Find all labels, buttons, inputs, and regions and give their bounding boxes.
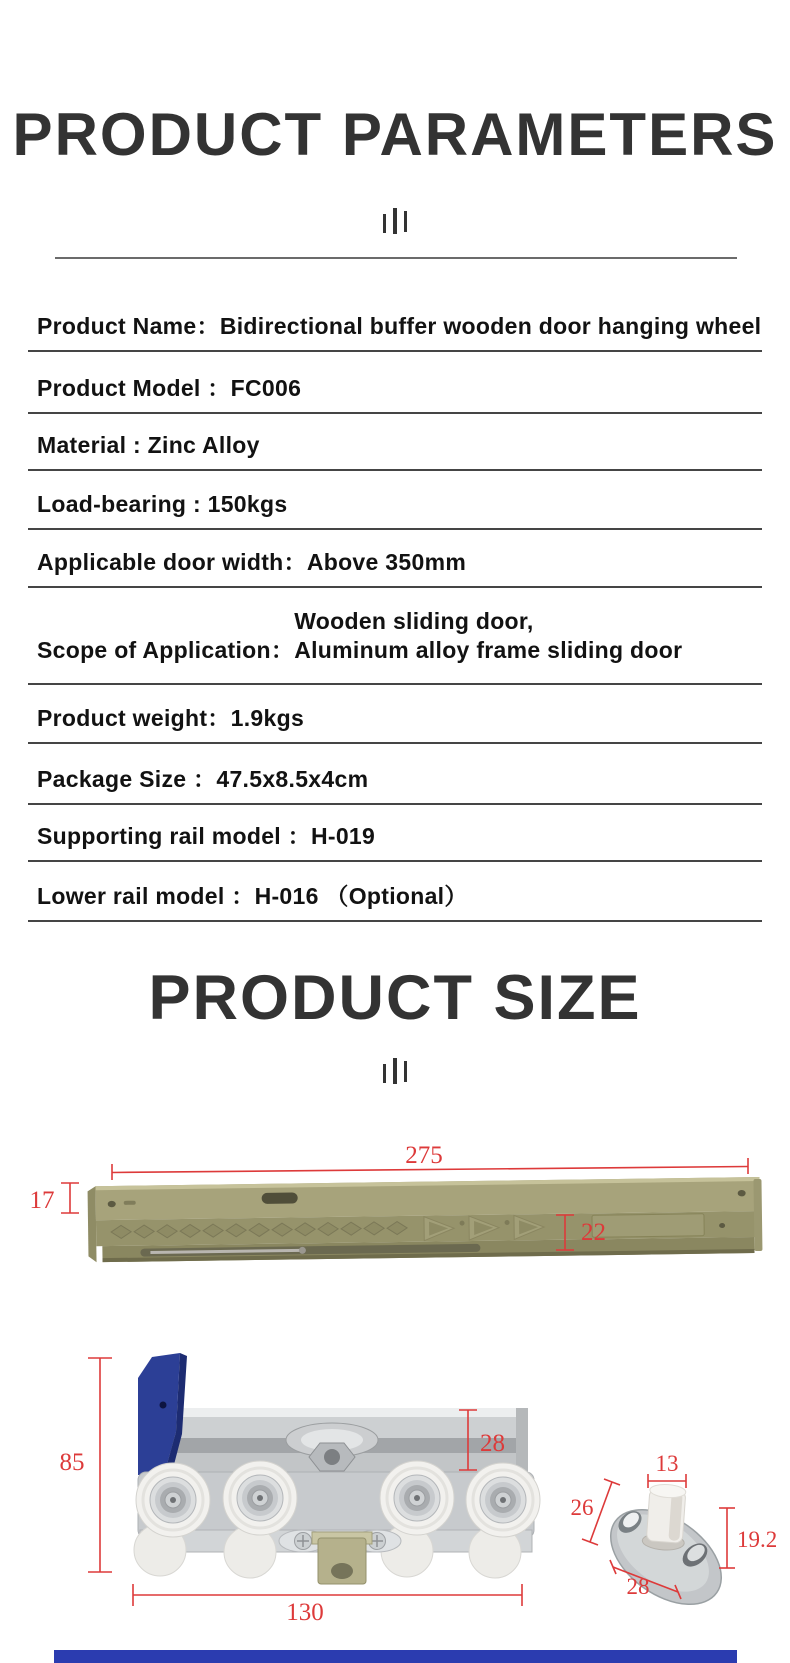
dim-275-label: 275 [405, 1142, 443, 1169]
dimension-275 [112, 1142, 748, 1180]
dim-19-2-label: 19.2 [737, 1527, 778, 1552]
spec-value-line2: Aluminum alloy frame sliding door [294, 637, 683, 663]
dimension-130 [133, 1584, 522, 1626]
dim-28-base-label: 28 [626, 1574, 650, 1599]
section-divider-icon [0, 208, 790, 234]
spec-value: H-016 （Optional） [254, 883, 468, 909]
spec-label: Product Name： [37, 313, 220, 339]
dimension-85 [60, 1358, 113, 1572]
spec-label: Applicable door width： [37, 549, 307, 575]
spec-value: 47.5x8.5x4cm [216, 766, 369, 792]
spec-row-material [28, 414, 762, 471]
section-title-size: PRODUCT SIZE [148, 963, 642, 1033]
dim-130-label: 130 [286, 1599, 324, 1626]
spec-label: Load-bearing : [37, 491, 208, 517]
dimension-19-2 [719, 1508, 777, 1568]
spec-value [294, 607, 682, 665]
dim-13-label: 13 [655, 1451, 679, 1476]
spec-value: Zinc Alloy [147, 432, 260, 458]
spec-value: H-019 [310, 823, 376, 849]
spec-row-scope [28, 588, 762, 685]
spec-value: Bidirectional buffer wooden door hanging wheel [219, 313, 762, 339]
carriage-and-guide-figure [0, 1250, 790, 1650]
guide-pin [642, 1483, 688, 1551]
floor-guide-photo [593, 1483, 738, 1624]
dimension-17 [30, 1183, 80, 1214]
spec-row-product-model [28, 352, 762, 414]
carriage-photo [134, 1353, 540, 1584]
dimension-13 [648, 1451, 686, 1488]
spec-label: Product Model ： [37, 375, 231, 401]
spec-row-weight [28, 685, 762, 744]
dim-85-label: 85 [59, 1449, 85, 1476]
section-title-parameters: PRODUCT PARAMETERS [12, 101, 778, 168]
spec-value: FC006 [230, 375, 302, 401]
dim-26-label: 26 [570, 1495, 594, 1520]
spec-label: Product weight： [37, 705, 231, 731]
spec-value-line1: Wooden sliding door, [294, 608, 534, 634]
spec-row-product-name [28, 300, 762, 352]
spec-value: 150kgs [207, 491, 288, 517]
spec-row-supporting-rail [28, 805, 762, 862]
spec-row-lower-rail [28, 862, 762, 922]
spec-value: Above 350mm [306, 549, 467, 575]
footer-banner [54, 1650, 737, 1663]
spec-value: 1.9kgs [230, 705, 305, 731]
horizontal-rule [55, 257, 737, 259]
spec-label: Scope of Application： [37, 637, 295, 663]
spec-row-door-width [28, 530, 762, 588]
dim-17-label: 17 [29, 1187, 55, 1214]
spec-label: Lower rail model ： [37, 883, 255, 909]
dim-28-channel-label: 28 [480, 1430, 505, 1457]
spec-label: Package Size ： [37, 766, 217, 792]
rail-dimension-figure [0, 1060, 790, 1270]
spec-row-package-size [28, 744, 762, 805]
spec-row-load-bearing [28, 471, 762, 530]
spec-label: Material : [37, 432, 148, 458]
dim-22-label: 22 [581, 1219, 606, 1246]
spec-label: Supporting rail model ： [37, 823, 311, 849]
